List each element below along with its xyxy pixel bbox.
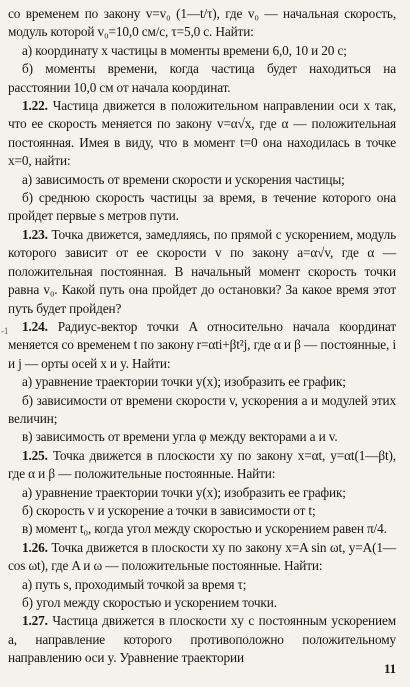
paragraph-1-21-a: а) координату x частицы в моменты времени 6,0, 10 и 20 с; (22, 42, 347, 58)
problem-1-26: 1.26. Точка движется в плоскости xy по закону x=A sin ωt, y=A(1—cos ωt), где A и ω — положительные постоянные. Найти: (8, 539, 396, 574)
problem-1-24-c: в) зависимость от времени угла φ между векторами a и v. (22, 429, 338, 445)
problem-number: 1.27. (22, 613, 48, 629)
problem-1-22-a: а) зависимость от времени скорости и ускорения частицы; (22, 171, 345, 187)
paragraph-1-21-continued: со временем по закону v=v₀ (1—t/τ), где v₀ — начальная скорость, модуль которой v₀=10,0 см/с, τ=5,0 с. Найти: (8, 6, 396, 40)
problem-1-25: 1.25. Точка движется в плоскости xy по закону x=αt, y=αt(1—βt), где α и β — положительные постоянные. Найти: (8, 447, 396, 482)
margin-mark: -1 (1, 326, 9, 336)
problem-1-25-c: в) момент t₀, когда угол между скоростью и ускорением равен π/4. (22, 521, 387, 537)
problem-1-24-a: а) уравнение траектории точки y(x); изобразить ее график; (22, 374, 346, 390)
problem-1-25-a: а) уравнение траектории точки y(x); изобразить ее график; (22, 484, 346, 500)
problem-1-26-b: б) угол между скоростью и ускорением точки. (22, 595, 277, 610)
problem-1-22: 1.22. Частица движется в положительном направлении оси x так, что ее скорость меняется по закону v=α√x, где α — положительная постоянная. Имея в виду, что в момент t=0 она находилась в точке x=0, найти: (8, 98, 396, 169)
problem-1-23: 1.23. Точка движется, замедляясь, по прямой с ускорением, модуль которого зависит от ее скорости v по закону a=α√v, где α — положительная постоянная. В начальный момент скорость точки равна v₀. Какой путь она пройдет до остановки? За какое время этот путь будет пройден? (8, 226, 396, 316)
problem-1-26-a: а) путь s, проходимый точкой за время τ; (22, 576, 247, 592)
page-number: 11 (384, 660, 396, 676)
problem-number: 1.22. (22, 98, 48, 114)
problem-1-27: 1.27. Частица движется в плоскости xy с постоянным ускорением a, направление которого противоположно положительному направлению оси y. Уравнение траектории (8, 613, 396, 666)
problem-number: 1.25. (22, 447, 48, 463)
problem-1-24: 1.24. Радиус-вектор точки A относительно начала координат меняется со временем t по закону r=αti+βt²j, где α и β — постоянные, i и j — орты осей x и y. Найти: (8, 318, 396, 371)
problem-number: 1.26. (22, 539, 48, 555)
problem-1-22-b: б) среднюю скорость частицы за время, в течение которого она пройдет первые s метров пути. (8, 190, 396, 224)
paragraph-1-21-b: б) моменты времени, когда частица будет находиться на расстоянии 10,0 см от начала координат. (8, 61, 396, 95)
problem-number: 1.24. (22, 318, 48, 334)
problem-1-24-b: б) зависимости от времени скорости v, ускорения a и модулей этих величин; (8, 392, 396, 426)
problem-number: 1.23. (22, 226, 48, 242)
problem-1-25-b: б) скорость v и ускорение a точки в зависимости от t; (22, 502, 316, 518)
